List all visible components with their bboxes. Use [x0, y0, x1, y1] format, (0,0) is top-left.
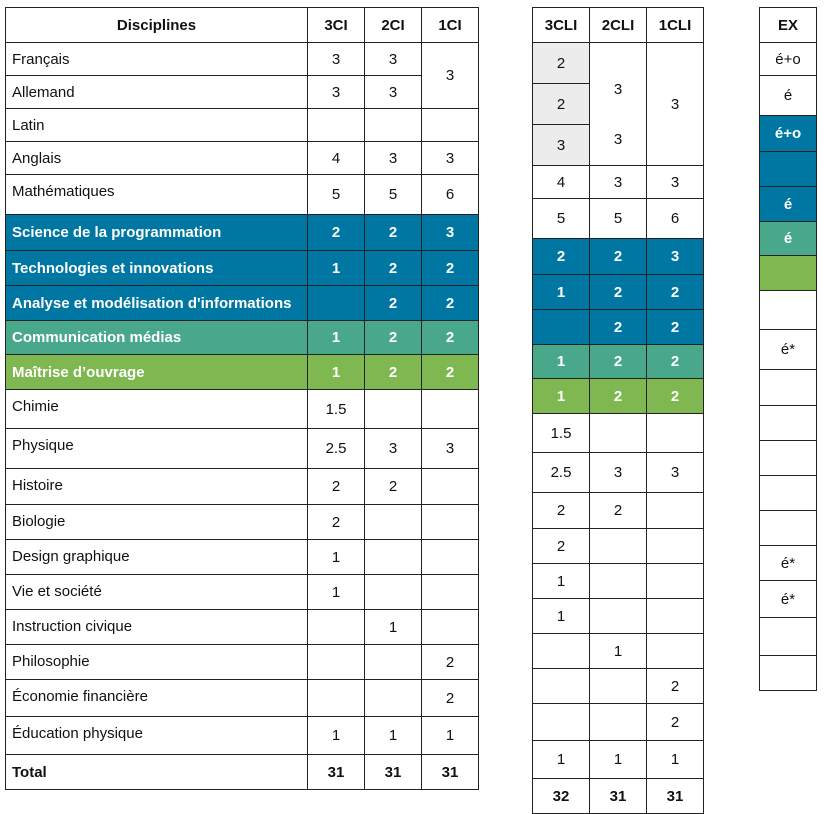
cell: 2 [365, 355, 422, 390]
cell: 1 [308, 321, 365, 355]
cell: 3 [365, 142, 422, 175]
cell [760, 476, 817, 511]
cell: 2 [533, 43, 590, 84]
cell [760, 441, 817, 476]
cell: 3 [365, 429, 422, 469]
header-1cli: 1CLI [647, 8, 704, 43]
cell: 3 [365, 43, 422, 76]
cell [533, 669, 590, 704]
row-label: Communication médias [6, 321, 308, 355]
cell: 1 [422, 717, 479, 755]
cell: 2 [308, 215, 365, 251]
cell [533, 634, 590, 669]
cell: 2 [590, 493, 647, 529]
header-1ci: 1CI [422, 8, 479, 43]
cell: 1 [533, 599, 590, 634]
cell: 1 [533, 275, 590, 310]
row-label: Anglais [6, 142, 308, 175]
cell: 2 [422, 355, 479, 390]
cell: 3 [422, 142, 479, 175]
cell: 4 [533, 166, 590, 199]
cell [590, 529, 647, 564]
cell [308, 286, 365, 321]
cell: 2 [647, 669, 704, 704]
row-label: Design graphique [6, 540, 308, 575]
cell: 1 [590, 741, 647, 779]
cell [760, 656, 817, 691]
cell [760, 370, 817, 406]
row-label: Philosophie [6, 645, 308, 680]
cell-value: 3 [613, 131, 623, 148]
cell: 2 [365, 469, 422, 505]
cell: é* [760, 546, 817, 581]
cell: 1.5 [533, 414, 590, 453]
cell [760, 511, 817, 546]
cell [760, 618, 817, 656]
cell [422, 109, 479, 142]
cell: 1 [533, 345, 590, 379]
cell: é [760, 187, 817, 222]
row-label: Chimie [6, 390, 308, 429]
cell: 31 [365, 755, 422, 790]
cell: é* [760, 581, 817, 618]
cell [760, 291, 817, 330]
cell [365, 575, 422, 610]
cell: 1 [533, 379, 590, 414]
cell: 3 [533, 125, 590, 166]
cell: 2 [533, 239, 590, 275]
cell [365, 680, 422, 717]
cell: 2 [647, 310, 704, 345]
cell [590, 564, 647, 599]
cell: 6 [422, 175, 479, 215]
cell: 2 [533, 84, 590, 125]
cell [365, 505, 422, 540]
cell [365, 109, 422, 142]
cli-table [532, 7, 704, 814]
cell: 2 [590, 239, 647, 275]
cell: 3 [365, 76, 422, 109]
row-label: Allemand [6, 76, 308, 109]
cell: 1 [365, 610, 422, 645]
cell: 2 [533, 493, 590, 529]
row-label: Français [6, 43, 308, 76]
cell: 2 [590, 379, 647, 414]
cell [422, 575, 479, 610]
cell: 5 [308, 175, 365, 215]
cell: 2 [365, 251, 422, 286]
row-label: Maîtrise d’ouvrage [6, 355, 308, 390]
cell: é+o [760, 116, 817, 152]
cell: 1 [365, 717, 422, 755]
cell: 31 [308, 755, 365, 790]
row-label: Vie et société [6, 575, 308, 610]
cell [590, 669, 647, 704]
cell [647, 564, 704, 599]
cell: 1 [590, 634, 647, 669]
cell [308, 109, 365, 142]
cell [647, 414, 704, 453]
cell [308, 645, 365, 680]
cell [760, 152, 817, 187]
cell: 2 [308, 505, 365, 540]
row-label: Éducation physique [6, 717, 308, 755]
cell: 6 [647, 199, 704, 239]
cell: 1 [308, 355, 365, 390]
row-label: Instruction civique [6, 610, 308, 645]
cell-value: 3 [613, 81, 623, 98]
cell: 2 [308, 469, 365, 505]
cell [365, 540, 422, 575]
cell: 2.5 [308, 429, 365, 469]
ci-table [5, 7, 479, 790]
cell [647, 529, 704, 564]
cell: 2 [590, 345, 647, 379]
cell: 31 [647, 779, 704, 814]
cell: 2 [590, 310, 647, 345]
cell [590, 599, 647, 634]
cell [590, 704, 647, 741]
cell: 1 [647, 741, 704, 779]
row-label: Histoire [6, 469, 308, 505]
row-label: Économie financière [6, 680, 308, 717]
cell: 32 [533, 779, 590, 814]
cell: 5 [590, 199, 647, 239]
cell: 2 [422, 286, 479, 321]
cell [422, 610, 479, 645]
cell: 2 [533, 529, 590, 564]
cell [422, 390, 479, 429]
cell: 2 [647, 379, 704, 414]
cell: 1 [533, 741, 590, 779]
cell: 2 [365, 215, 422, 251]
row-label: Analyse et modélisation d'informations [6, 286, 308, 321]
row-label: Science de la programmation [6, 215, 308, 251]
cell: 3 [647, 239, 704, 275]
cell: 31 [590, 779, 647, 814]
row-label: Latin [6, 109, 308, 142]
row-label: Biologie [6, 505, 308, 540]
cell [647, 599, 704, 634]
header-2ci: 2CI [365, 8, 422, 43]
cell: 3 [308, 76, 365, 109]
row-label: Technologies et innovations [6, 251, 308, 286]
cell: 3 [422, 429, 479, 469]
cell [647, 634, 704, 669]
cell [422, 540, 479, 575]
cell: 3 [647, 453, 704, 493]
cell: 2 [422, 645, 479, 680]
cell: 3 [590, 453, 647, 493]
cell: 2 [422, 680, 479, 717]
cell: é [760, 76, 817, 116]
cell: 5 [533, 199, 590, 239]
cell: 3 [590, 166, 647, 199]
cell [422, 469, 479, 505]
cell [590, 43, 647, 166]
cell [533, 704, 590, 741]
cell: 2 [365, 286, 422, 321]
header-3cli: 3CLI [533, 8, 590, 43]
header-disciplines: Disciplines [6, 8, 308, 43]
cell: 3 [308, 43, 365, 76]
cell [308, 610, 365, 645]
cell: 31 [422, 755, 479, 790]
cell: 2 [365, 321, 422, 355]
cell: 1 [533, 564, 590, 599]
cell: 2 [647, 704, 704, 741]
cell: 1.5 [308, 390, 365, 429]
cell: 2.5 [533, 453, 590, 493]
cell [365, 645, 422, 680]
row-label: Total [6, 755, 308, 790]
cell: 2 [422, 321, 479, 355]
cell: 1 [308, 575, 365, 610]
ex-table [759, 7, 817, 691]
cell [760, 406, 817, 441]
cell: 3 [422, 43, 479, 109]
cell: é+o [760, 43, 817, 76]
cell [590, 414, 647, 453]
cell: é* [760, 330, 817, 370]
header-ex: EX [760, 8, 817, 43]
header-3ci: 3CI [308, 8, 365, 43]
cell: 2 [590, 275, 647, 310]
cell [422, 505, 479, 540]
cell: 2 [647, 345, 704, 379]
cell: 4 [308, 142, 365, 175]
cell: 3 [422, 215, 479, 251]
cell [760, 256, 817, 291]
cell: 1 [308, 717, 365, 755]
cell [365, 390, 422, 429]
cell [308, 680, 365, 717]
cell: 1 [308, 251, 365, 286]
cell: 3 [647, 166, 704, 199]
cell: 5 [365, 175, 422, 215]
cell: 2 [422, 251, 479, 286]
cell: 2 [647, 275, 704, 310]
cell [647, 493, 704, 529]
cell: é [760, 222, 817, 256]
row-label: Physique [6, 429, 308, 469]
header-2cli: 2CLI [590, 8, 647, 43]
row-label: Mathématiques [6, 175, 308, 215]
cell: 3 [647, 43, 704, 166]
cell [533, 310, 590, 345]
cell: 1 [308, 540, 365, 575]
